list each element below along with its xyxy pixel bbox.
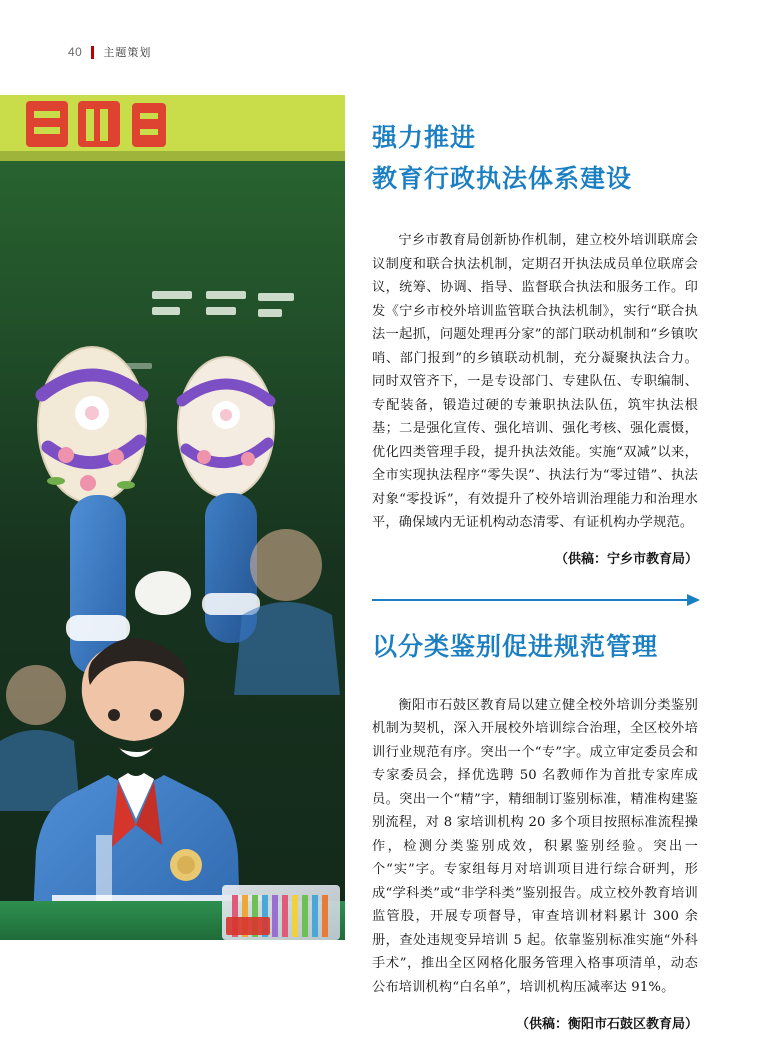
header-divider-rule	[91, 46, 94, 59]
article-2-body: 衡阳市石鼓区教育局以建立健全校外培训分类鉴别机制为契机，深入开展校外培训综合治理，全区校外培训行业规范有序。突出一个“专”字。成立审定委员会和专家委员会，择优选聘 50 名教师作为首批专家库成员。突出一个“精”字，精细制订鉴别标准，精准构建鉴别流程，对 8 家培训机构 20 多个项目按照标准流程操作，检测分类鉴别成效，积累鉴别经验。突出一个“实”字。专家组每月对培训项目进行综合研判，形成“学科类”或“非学科类”鉴别报告。成立校外教育培训监管股，开展专项督导，审查培训材料累计 300 余册，查处违规变异培训 5 起。依靠鉴别标准实施“外科手术”，推出全区网格化服务管理入格事项清单，动态公布培训机构“白名单”，培训机构压减率达 91%。	[372, 697, 698, 995]
text-column	[372, 100, 698, 1045]
article-1-headline-line2: 教育行政执法体系建设	[372, 164, 633, 193]
section-divider	[372, 593, 698, 607]
section-title: 主题策划	[103, 46, 152, 59]
article-2-credit: （供稿：衡阳市石鼓区教育局）	[515, 1016, 698, 1032]
article-2-headline: 以分类鉴别促进规范管理	[372, 631, 659, 661]
arrow-right-icon	[687, 594, 700, 606]
article-1-body: 宁乡市教育局创新协作机制，建立校外培训联席会议制度和联合执法机制，定期召开执法成员单位联席会议，统筹、协调、指导、监督联合执法和服务工作。印发《宁乡市校外培训监管联合执法机制》，实行“联合执法一起抓，问题处理再分家”的部门联动机制和“乡镇吹哨、部门报到”的乡镇联动机制，充分凝聚执法合力。同时双管齐下，一是专设部门、专建队伍、专职编制、专配装备，锻造过硬的专兼职执法队伍，筑牢执法根基；二是强化宣传、强化培训、强化考核、强化震慑，优化四类管理手段，提升执法效能。实施“双减”以来，全市实现执法程序“零失误”、执法行为“零过错”、执法对象“零投诉”，有效提升了校外培训治理能力和治理水平，确保域内无证机构动态清零、有证机构办学规范。	[372, 233, 698, 531]
page-header	[68, 44, 151, 60]
article-1-credit: （供稿：宁乡市教育局）	[554, 551, 698, 567]
page-number: 40	[68, 45, 83, 59]
photo-illustration	[0, 95, 345, 940]
article-1	[372, 117, 698, 567]
article-photo	[0, 95, 345, 940]
divider-bar	[372, 599, 698, 601]
article-1-headline-line1: 强力推进	[372, 122, 477, 152]
article-1-headline	[372, 117, 698, 200]
article-2	[372, 629, 698, 1032]
